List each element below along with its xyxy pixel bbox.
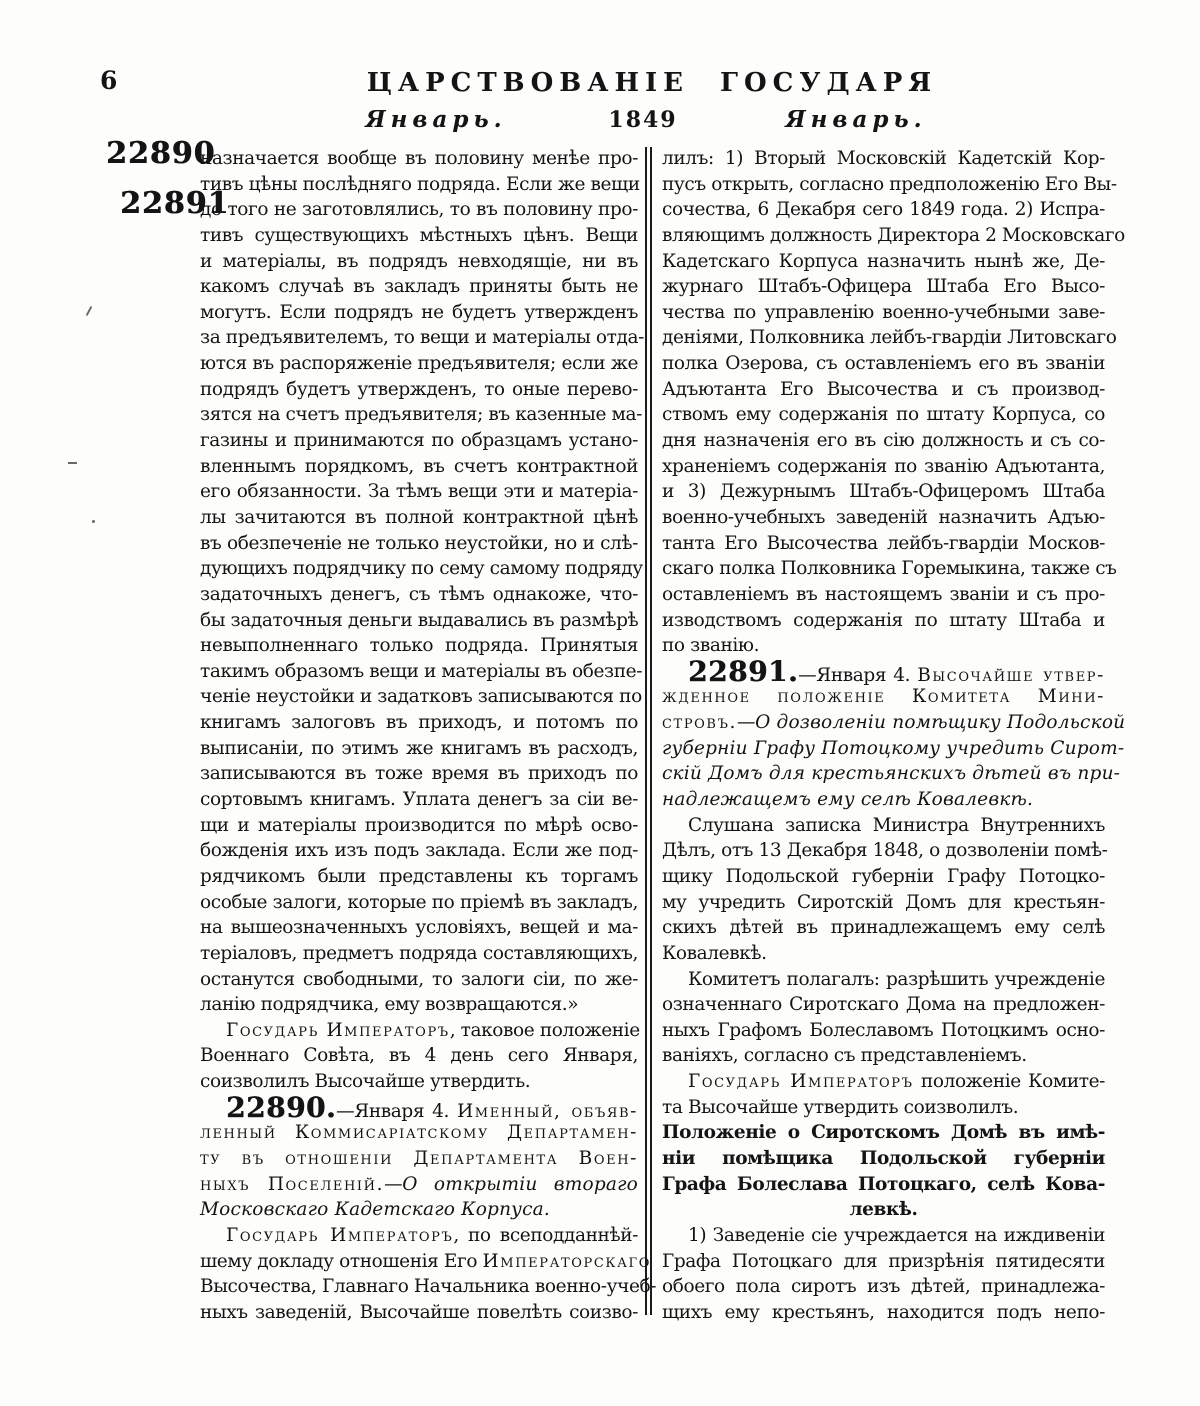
text-segment: Графа Потоцкаго для призрѣнія пятидесяти (662, 1250, 1105, 1272)
text-line (200, 556, 643, 582)
text-line (200, 710, 638, 736)
text-line (662, 654, 1105, 688)
page-number: 6 (100, 66, 118, 95)
text-segment: назначается вообще въ половину менѣе про- (200, 148, 638, 169)
text-segment: Государь Императоръ (226, 1224, 454, 1246)
text-line (662, 684, 1105, 710)
text-segment: ченіе неустойки и задатковъ записываются по (200, 686, 642, 708)
text-segment: военно-учебныхъ заведеній назначить Адъю- (662, 506, 1105, 528)
text-segment: и 3) Дежурнымъ Штабъ-Офицеромъ Штаба (662, 481, 1105, 503)
text-line (200, 249, 638, 275)
text-line (200, 377, 638, 403)
text-line (662, 1223, 1105, 1249)
text-segment: соизволилъ Высочайше утвердить. (200, 1071, 531, 1093)
text-segment: оставленіемъ въ настоящемъ званіи и съ про- (662, 583, 1105, 605)
text-line (662, 864, 1105, 890)
text-segment: за предъявителемъ, то вещи и матеріалы отда- (200, 327, 644, 349)
text-segment: книгамъ залоговъ въ приходъ, и потомъ по (200, 712, 638, 734)
text-segment: Положеніе о Сиротскомъ Домѣ въ имѣ- (662, 1122, 1105, 1144)
text-line (200, 300, 638, 326)
text-line (662, 1120, 1105, 1146)
text-line (662, 556, 1117, 582)
text-segment: тивъ цѣны послѣдняго подряда. Если же вещи (200, 173, 640, 195)
text-segment: особые залоги, которые по пріемѣ въ закладъ, (200, 891, 638, 913)
text-line (662, 710, 1126, 736)
text-line (662, 890, 1105, 916)
text-segment: по званію. (662, 635, 760, 657)
text-segment: лы зачитаются въ полной контрактной цѣнѣ (200, 506, 638, 528)
text-segment: лилъ: 1) Вторый Московскій Кадетскій Кор- (662, 148, 1105, 169)
text-segment: Комитетъ полагалъ: разрѣшить учрежденіе (688, 968, 1105, 990)
text-line (200, 1120, 638, 1146)
text-line (200, 838, 638, 864)
text-line (200, 223, 638, 249)
text-segment: Императорскаго (482, 1250, 652, 1272)
text-segment: деніями, Полковника лейбъ-гвардіи Литовскаго (662, 327, 1117, 349)
text-segment: теріаловъ, предметъ подряда составляющихъ, (200, 942, 638, 964)
text-line (200, 761, 638, 787)
text-segment: Ковалевкѣ. (662, 942, 767, 964)
text-segment: щихъ ему крестьянъ, находится подъ непо- (662, 1301, 1105, 1323)
text-line (662, 146, 1105, 172)
month-header-left: Январь. (365, 106, 507, 133)
text-line (200, 915, 638, 941)
text-segment: до того не заготовлялись, то въ половину про- (200, 199, 638, 221)
text-segment: ются въ распоряженіе предъявителя; если же (200, 353, 638, 375)
text-line (200, 1300, 638, 1326)
text-line (200, 787, 638, 813)
year-header: 1849 (608, 107, 678, 133)
text-line (200, 351, 638, 377)
text-segment: Государь Императоръ (688, 1071, 914, 1093)
text-segment: его обязанности. За тѣмъ вещи эти и матеріа- (200, 481, 638, 503)
text-segment: му учредить Сиротскій Домъ для крестьян- (662, 891, 1105, 913)
text-segment: Высочайше утвер- (917, 664, 1105, 686)
text-line (662, 454, 1105, 480)
text-segment: , таковое положеніе (449, 1019, 640, 1041)
text-line (200, 890, 638, 916)
text-line (662, 736, 1125, 762)
text-segment: тивъ существующихъ мѣстныхъ цѣнъ. Вещи (200, 224, 638, 246)
text-line (662, 787, 1105, 813)
text-line (662, 249, 1105, 275)
text-line (200, 1172, 638, 1198)
text-segment: останутся свободными, то залоги сіи, по же- (200, 968, 638, 990)
text-segment: 1) Заведеніе сіе учреждается на иждивеніи (688, 1224, 1105, 1246)
text-line (662, 1018, 1105, 1044)
text-segment: вляющимъ должность Директора 2 Московскаго (662, 224, 1125, 246)
text-segment: шему докладу отношенія Его (200, 1250, 483, 1272)
text-segment: означеннаго Сиротскаго Дома на предложен- (662, 994, 1105, 1016)
text-segment: Адъютанта Его Высочества и съ производ- (662, 378, 1105, 400)
text-line (200, 1018, 638, 1044)
text-segment: изводствомъ содержанія по штату Штаба и (662, 609, 1105, 631)
text-line (662, 813, 1105, 839)
text-segment: стровъ. (662, 712, 737, 734)
month-header-right: Январь. (785, 106, 927, 133)
scan-artifact (68, 462, 77, 464)
text-segment: Дѣлъ, отъ 13 Декабря 1848, о дозволеніи помѣ- (662, 840, 1108, 862)
text-segment: Графа Болеслава Потоцкаго, селѣ Кова- (662, 1173, 1105, 1195)
text-segment: на вышеозначенныхъ условіяхъ, вещей и ма- (200, 917, 638, 939)
text-line (200, 659, 643, 685)
text-line (200, 325, 644, 351)
text-line (662, 992, 1105, 1018)
scan-artifact (92, 520, 95, 523)
text-segment: — (736, 712, 756, 734)
text-segment: могутъ. Если подрядъ не будетъ утвержденъ (200, 301, 638, 323)
text-segment: въ обезпеченіе не только неустойки, но и слѣ- (200, 532, 638, 554)
text-segment: Военнаго Совѣта, въ 4 день сего Января, (200, 1045, 638, 1067)
text-line (662, 761, 1121, 787)
text-segment: Кадетскаго Корпуса назначить нынѣ же, Де- (662, 250, 1105, 272)
text-segment: ту въ отношеніи Департамента Воен- (200, 1147, 638, 1169)
text-segment: рядчикомъ были представлены къ торгамъ (200, 865, 638, 887)
text-line (662, 582, 1105, 608)
text-line (662, 915, 1105, 941)
text-segment: скихъ дѣтей въ принадлежащемъ ему селѣ (662, 917, 1105, 939)
text-segment: ланію подрядчика, ему возвращаются.» (200, 994, 579, 1016)
margin-entry-number-22891: 22891 (120, 186, 230, 221)
text-segment: задаточныхъ денегъ, съ тѣмъ однакоже, что- (200, 583, 638, 605)
text-line (200, 1197, 638, 1223)
entry-number: 22890. (226, 1090, 337, 1124)
text-line (662, 300, 1105, 326)
text-segment: сортовымъ книгамъ. Уплата денегъ за сіи ве- (200, 789, 638, 811)
scan-artifact (86, 306, 92, 316)
text-segment: журнаго Штабъ-Офицера Штаба Его Высо- (662, 276, 1105, 298)
text-segment: бы задаточныя деньги выдавались въ размѣрѣ (200, 609, 639, 631)
running-title: ЦАРСТВОВАНІЕ ГОСУДАРЯ (366, 68, 938, 98)
text-line (662, 1069, 1105, 1095)
text-line (200, 1090, 638, 1124)
text-segment: храненіемъ содержанія по званію Адъютанта, (662, 455, 1105, 477)
text-line (662, 531, 1105, 557)
text-segment: ствомъ ему содержанія по штату Корпуса, со (662, 404, 1105, 426)
text-segment: полка Озерова, съ оставленіемъ его въ званіи (662, 353, 1105, 375)
text-segment: Московскаго Кадетскаго Корпуса. (200, 1199, 550, 1221)
text-segment: надлежащемъ ему селѣ Ковалевкѣ. (662, 789, 1034, 811)
text-segment: положеніе Комите- (913, 1071, 1105, 1093)
text-segment: щи и матеріалы производится по мѣрѣ осво- (200, 814, 638, 836)
text-line (200, 1223, 638, 1249)
text-line (662, 1095, 1105, 1121)
text-segment: божденія ихъ изъ подъ заклада. Если же под- (200, 840, 638, 862)
text-line (200, 608, 638, 634)
text-segment: сочества, 6 Декабря сего 1849 года. 2) Испра- (662, 199, 1105, 221)
text-segment: , по всеподданнѣй- (453, 1224, 638, 1246)
text-line (662, 402, 1105, 428)
text-line (662, 838, 1108, 864)
text-segment: ныхъ Графомъ Болеславомъ Потоцкимъ осно- (662, 1019, 1105, 1041)
text-line (662, 223, 1125, 249)
text-line (200, 274, 638, 300)
text-segment: ваніяхъ, согласно съ представленіемъ. (662, 1045, 1027, 1067)
text-line (200, 633, 638, 659)
text-segment: обоего пола сиротъ изъ дѣтей, принадлежа- (662, 1276, 1105, 1298)
text-line (200, 172, 638, 198)
text-segment: танта Его Высочества лейбъ-гвардіи Москов- (662, 532, 1105, 554)
text-line (662, 1300, 1105, 1326)
text-line (200, 992, 638, 1018)
text-line (200, 967, 638, 993)
column-divider-rule (645, 147, 652, 1315)
text-segment: левкѣ. (849, 1199, 918, 1221)
text-line (662, 1172, 1105, 1198)
text-line (200, 402, 642, 428)
text-segment: дня назначенія его въ сію должность и съ со- (662, 430, 1105, 452)
text-line (662, 1249, 1105, 1275)
text-segment: ленный Коммисаріатскому Департамен- (200, 1122, 638, 1144)
text-segment: выписаніи, по этимъ же книгамъ въ расходъ, (200, 737, 638, 759)
text-segment: Государь Императоръ (226, 1019, 450, 1041)
text-segment: губерніи Графу Потоцкому учредить Сирот- (662, 737, 1125, 759)
text-line (200, 582, 638, 608)
text-segment: пусъ открыть, согласно предположенію Его Вы- (662, 173, 1117, 195)
text-line (200, 479, 638, 505)
text-line (662, 1043, 1105, 1069)
text-line (200, 428, 638, 454)
text-line (200, 813, 638, 839)
text-line (662, 377, 1105, 403)
text-segment: скаго полка Полковника Горемыкина, также съ (662, 558, 1117, 580)
text-segment: зятся на счетъ предъявителя; въ казенные ма- (200, 404, 642, 426)
text-line (200, 531, 638, 557)
text-segment: и матеріалы, въ подрядъ невходящіе, ни въ (200, 250, 638, 272)
text-segment: какомъ случаѣ въ закладъ приняты быть не (200, 276, 638, 298)
text-line (662, 172, 1117, 198)
text-segment: газины и принимаются по образцамъ устано- (200, 430, 638, 452)
text-segment: О дозволеніи помѣщику Подольской (755, 712, 1126, 734)
text-segment: невыполненнаго только подряда. Принятыя (200, 635, 638, 657)
text-line (662, 967, 1105, 993)
text-line (200, 197, 638, 223)
text-segment: дующихъ подрядчику по сему самому подряду (200, 558, 643, 580)
text-line (662, 197, 1105, 223)
text-line (200, 684, 642, 710)
text-segment: записываются въ тоже время въ приходъ по (200, 763, 638, 785)
text-line (662, 941, 1105, 967)
entry-number: 22891. (688, 654, 799, 688)
text-line (200, 864, 638, 890)
text-line (200, 1249, 652, 1275)
text-segment: О открытіи втораго (402, 1173, 638, 1195)
text-segment: та Высочайше утвердить соизволилъ. (662, 1096, 1019, 1118)
text-segment: щику Подольской губерніи Графу Потоцко- (662, 865, 1105, 887)
text-line (662, 1197, 1105, 1223)
text-segment: ніи помѣщика Подольской губерніи (662, 1147, 1105, 1169)
margin-entry-number-22890: 22890 (106, 136, 216, 171)
text-segment: —Января 4. (336, 1100, 458, 1122)
text-line (662, 1274, 1105, 1300)
text-segment: такимъ образомъ вещи и матеріалы въ обезпе- (200, 660, 643, 682)
text-segment: вленнымъ порядкомъ, въ счетъ контрактной (200, 455, 638, 477)
text-segment: жденное положеніе Комитета Мини- (662, 686, 1105, 708)
text-line (662, 428, 1105, 454)
text-line (662, 274, 1105, 300)
text-line (200, 1274, 657, 1300)
text-segment: скій Домъ для крестьянскихъ дѣтей въ при- (662, 763, 1121, 785)
text-line (662, 325, 1117, 351)
text-segment: чества по управленію военно-учебными заве- (662, 301, 1105, 323)
text-line (200, 941, 638, 967)
text-segment: —Января 4. (798, 664, 918, 686)
text-line (200, 146, 638, 172)
text-line (200, 454, 638, 480)
text-line (662, 1146, 1105, 1172)
text-segment: подрядъ будетъ утвержденъ, то оные перево- (200, 378, 638, 400)
text-segment: — (384, 1173, 403, 1195)
text-line (200, 736, 638, 762)
text-line (662, 479, 1105, 505)
text-line (662, 608, 1105, 634)
text-segment: ныхъ Поселеній. (200, 1173, 385, 1195)
text-line (662, 351, 1105, 377)
left-column (200, 146, 657, 1325)
text-line (662, 505, 1105, 531)
text-line (200, 1146, 638, 1172)
right-column (662, 146, 1126, 1325)
text-segment: Именный, объяв- (457, 1100, 638, 1122)
text-segment: ныхъ заведеній, Высочайше повелѣть соизво- (200, 1301, 638, 1323)
text-line (200, 505, 638, 531)
text-line (200, 1043, 638, 1069)
text-segment: Слушана записка Министра Внутреннихъ (688, 814, 1105, 836)
text-segment: Высочества, Главнаго Начальника военно-учеб- (200, 1276, 657, 1298)
